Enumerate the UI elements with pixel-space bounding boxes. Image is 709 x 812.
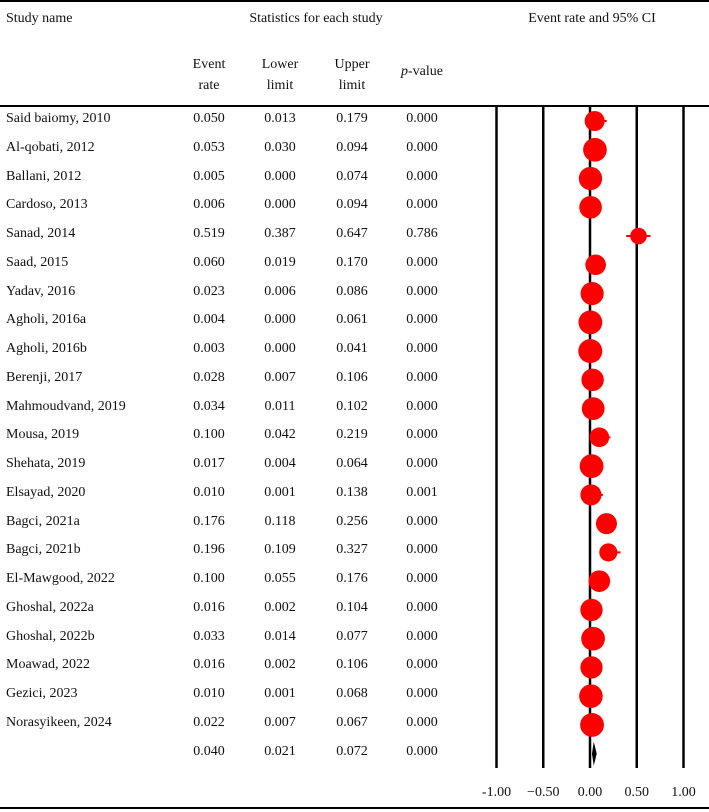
study-name: Cardoso, 2013 — [6, 197, 88, 213]
study-name: Norasyikeen, 2024 — [6, 714, 112, 730]
header-statistics: Statistics for each study — [249, 11, 383, 26]
upper-limit: 0.072 — [336, 743, 368, 759]
upper-limit: 0.068 — [336, 686, 368, 702]
x-tick-label: 0.50 — [624, 785, 649, 800]
p-value: 0.000 — [406, 657, 438, 673]
x-tick-label: −0.50 — [527, 785, 560, 800]
study-name: Bagci, 2021b — [6, 542, 81, 558]
header-event-rate-line1: Event — [192, 57, 226, 72]
study-marker — [581, 369, 603, 391]
lower-limit: 0.002 — [264, 657, 296, 673]
upper-limit: 0.104 — [336, 599, 368, 615]
study-name: Mahmoudvand, 2019 — [6, 398, 126, 414]
event-rate: 0.016 — [193, 657, 225, 673]
study-name: Shehata, 2019 — [6, 456, 86, 472]
upper-limit: 0.256 — [336, 513, 368, 529]
p-value: 0.000 — [406, 542, 438, 558]
study-marker — [581, 627, 605, 651]
event-rate: 0.100 — [193, 427, 225, 443]
event-rate: 0.040 — [193, 743, 225, 759]
lower-limit: 0.000 — [264, 168, 296, 184]
study-name: Ghoshal, 2022a — [6, 599, 94, 615]
event-rate: 0.010 — [193, 686, 225, 702]
event-rate: 0.016 — [193, 599, 225, 615]
event-rate: 0.003 — [193, 341, 225, 357]
event-rate: 0.017 — [193, 456, 225, 472]
study-marker — [580, 454, 604, 478]
header-p-rest: -value — [408, 64, 443, 79]
study-marker — [589, 570, 611, 592]
study-name: Sanad, 2014 — [6, 226, 76, 242]
study-name: Elsayad, 2020 — [6, 484, 86, 500]
lower-limit: 0.002 — [264, 599, 296, 615]
lower-limit: 0.109 — [264, 542, 296, 558]
study-name: Mousa, 2019 — [6, 427, 80, 443]
p-value: 0.000 — [406, 456, 438, 472]
event-rate: 0.060 — [193, 254, 225, 270]
header-lower-line1: Lower — [261, 57, 299, 72]
study-name: Agholi, 2016b — [6, 341, 87, 357]
study-marker — [580, 713, 604, 737]
study-marker — [580, 484, 601, 505]
p-value: 0.000 — [406, 369, 438, 385]
upper-limit: 0.086 — [336, 283, 368, 299]
p-value: 0.000 — [406, 743, 438, 759]
study-marker — [599, 543, 617, 561]
p-value: 0.001 — [406, 484, 438, 500]
lower-limit: 0.013 — [264, 111, 296, 126]
event-rate: 0.196 — [193, 542, 225, 558]
study-name: Al-qobati, 2012 — [6, 139, 95, 155]
event-rate: 0.050 — [193, 111, 225, 126]
lower-limit: 0.055 — [264, 571, 296, 587]
upper-limit: 0.176 — [336, 571, 368, 587]
study-name: Yadav, 2016 — [6, 283, 76, 299]
lower-limit: 0.000 — [264, 197, 296, 213]
upper-limit: 0.170 — [336, 254, 368, 270]
study-name: Moawad, 2022 — [6, 657, 90, 673]
study-name: Berenji, 2017 — [6, 369, 83, 385]
event-rate: 0.100 — [193, 571, 225, 587]
p-value: 0.000 — [406, 283, 438, 299]
x-tick-label: 1.00 — [671, 785, 696, 800]
p-value: 0.000 — [406, 398, 438, 414]
study-marker — [585, 255, 606, 276]
upper-limit: 0.074 — [336, 168, 368, 184]
event-rate: 0.004 — [193, 312, 225, 328]
event-rate: 0.023 — [193, 283, 225, 299]
upper-limit: 0.327 — [336, 542, 368, 558]
event-rate: 0.033 — [193, 628, 225, 644]
upper-limit: 0.064 — [336, 456, 368, 472]
lower-limit: 0.387 — [264, 226, 296, 242]
study-name: Gezici, 2023 — [6, 686, 78, 702]
upper-limit: 0.067 — [336, 714, 368, 730]
p-value: 0.786 — [406, 226, 438, 242]
p-value: 0.000 — [406, 686, 438, 702]
p-value: 0.000 — [406, 427, 438, 443]
lower-limit: 0.001 — [264, 484, 296, 500]
study-marker — [579, 196, 602, 219]
study-marker — [583, 138, 607, 162]
study-name: Ghoshal, 2022b — [6, 628, 95, 644]
p-value: 0.000 — [406, 111, 438, 126]
upper-limit: 0.138 — [336, 484, 368, 500]
upper-limit: 0.094 — [336, 197, 368, 213]
p-value: 0.000 — [406, 254, 438, 270]
p-value: 0.000 — [406, 197, 438, 213]
p-value: 0.000 — [406, 139, 438, 155]
study-marker — [581, 282, 604, 305]
lower-limit: 0.000 — [264, 341, 296, 357]
upper-limit: 0.094 — [336, 139, 368, 155]
study-name: Saad, 2015 — [6, 254, 69, 270]
study-marker — [582, 397, 605, 420]
p-value: 0.000 — [406, 168, 438, 184]
event-rate: 0.028 — [193, 369, 225, 385]
x-tick-label: -1.00 — [481, 785, 512, 800]
study-name: Said baiomy, 2010 — [6, 111, 111, 126]
lower-limit: 0.007 — [264, 369, 296, 385]
study-name: Bagci, 2021a — [6, 513, 80, 529]
header-plot-title: Event rate and 95% CI — [528, 11, 656, 26]
upper-limit: 0.106 — [336, 657, 368, 673]
event-rate: 0.006 — [193, 197, 225, 213]
lower-limit: 0.004 — [264, 456, 296, 472]
lower-limit: 0.042 — [264, 427, 296, 443]
study-marker — [596, 513, 617, 534]
pooled-diamond — [592, 742, 597, 766]
p-value: 0.000 — [406, 571, 438, 587]
p-value: 0.000 — [406, 341, 438, 357]
event-rate: 0.034 — [193, 398, 225, 414]
upper-limit: 0.102 — [336, 398, 368, 414]
event-rate: 0.010 — [193, 484, 225, 500]
p-value: 0.000 — [406, 628, 438, 644]
header-event-rate-line2: rate — [198, 78, 220, 93]
upper-limit: 0.647 — [336, 226, 368, 242]
study-marker — [578, 339, 602, 363]
p-value: 0.000 — [406, 312, 438, 328]
upper-limit: 0.041 — [336, 341, 368, 357]
header-upper-line1: Upper — [334, 57, 370, 72]
upper-limit: 0.179 — [336, 111, 368, 126]
upper-limit: 0.106 — [336, 369, 368, 385]
event-rate: 0.053 — [193, 139, 225, 155]
lower-limit: 0.118 — [264, 513, 296, 529]
header-study-name: Study name — [6, 11, 73, 26]
header-p-italic: p — [401, 64, 409, 79]
x-tick-label: 0.00 — [577, 785, 603, 800]
p-value: 0.000 — [406, 513, 438, 529]
study-marker — [580, 656, 602, 678]
study-marker — [579, 684, 603, 708]
event-rate: 0.519 — [193, 226, 225, 242]
upper-limit: 0.077 — [336, 628, 368, 644]
study-marker — [579, 167, 602, 190]
event-rate: 0.005 — [193, 168, 225, 184]
study-marker — [578, 310, 602, 334]
p-value: 0.000 — [406, 714, 438, 730]
lower-limit: 0.030 — [264, 139, 296, 155]
lower-limit: 0.007 — [264, 714, 296, 730]
header-lower-line2: limit — [266, 78, 294, 93]
lower-limit: 0.006 — [264, 283, 296, 299]
study-name: Agholi, 2016a — [6, 312, 87, 328]
study-name: El-Mawgood, 2022 — [6, 571, 115, 587]
lower-limit: 0.000 — [264, 312, 296, 328]
p-value: 0.000 — [406, 599, 438, 615]
lower-limit: 0.001 — [264, 686, 296, 702]
upper-limit: 0.219 — [336, 427, 368, 443]
study-marker — [585, 111, 605, 131]
upper-limit: 0.061 — [336, 312, 368, 328]
study-marker — [590, 428, 610, 448]
study-marker — [580, 599, 602, 621]
study-marker — [630, 228, 647, 245]
event-rate: 0.176 — [193, 513, 225, 529]
lower-limit: 0.014 — [264, 628, 296, 644]
event-rate: 0.022 — [193, 714, 225, 730]
header-upper-line2: limit — [338, 78, 366, 93]
lower-limit: 0.011 — [264, 398, 296, 414]
lower-limit: 0.019 — [264, 254, 296, 270]
study-name: Ballani, 2012 — [6, 168, 82, 184]
lower-limit: 0.021 — [264, 743, 296, 759]
